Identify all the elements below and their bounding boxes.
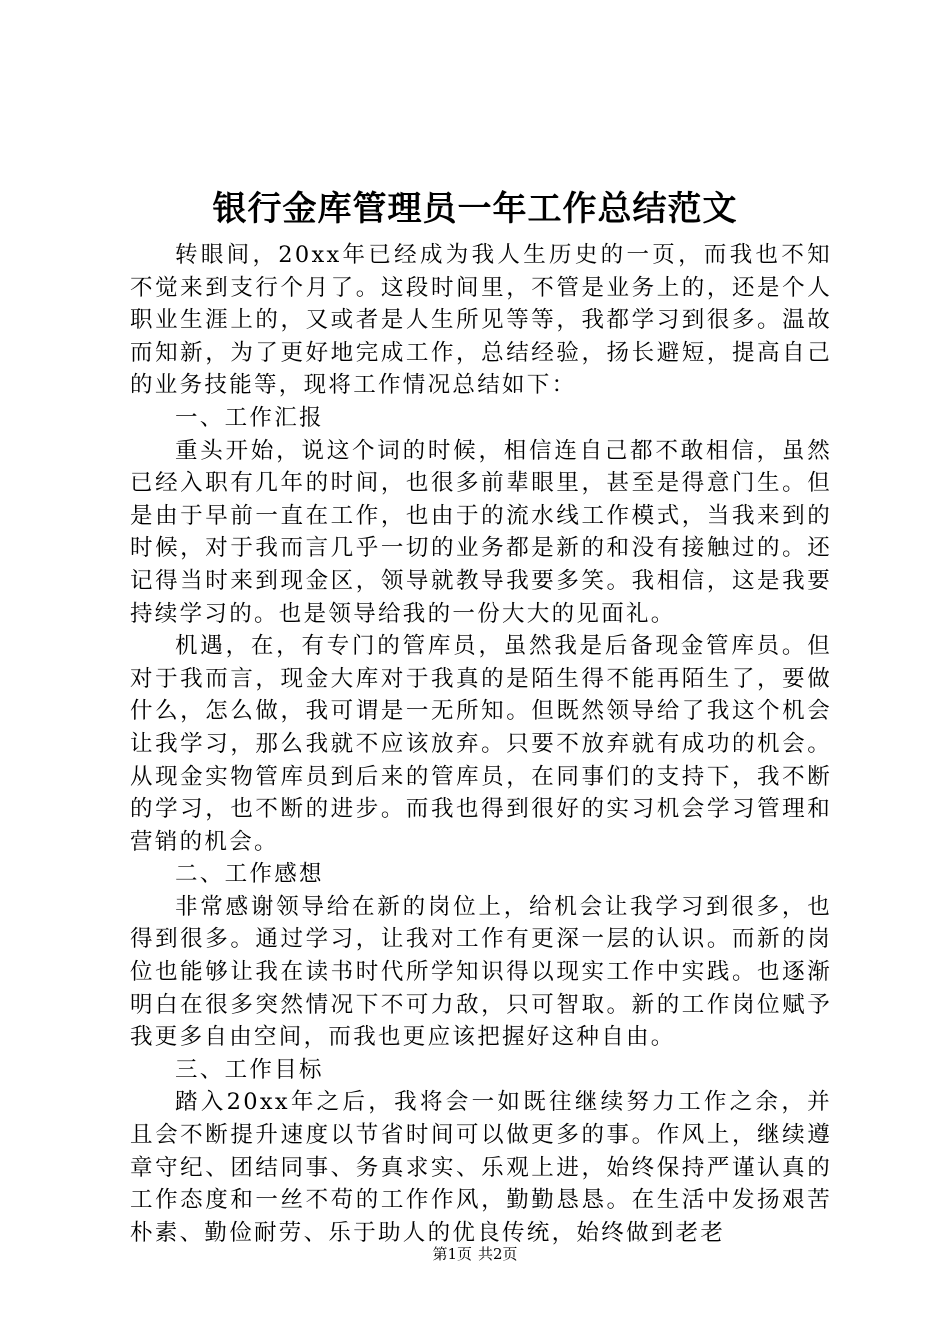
page-footer bbox=[0, 1244, 950, 1264]
paragraph: 踏入20xx年之后，我将会一如既往继续努力工作之余，并且会不断提升速度以节省时间可以做更多的事。作风上，继续遵章守纪、团结同事、务真求实、乐观上进，始终保持严谨认真的工作态度和一丝不苟的工作作风，勤勤恳恳。在生活中发扬艰苦朴素、勤俭耐劳、乐于助人的优良传统，始终做到老老 bbox=[130, 1089, 832, 1246]
paragraph: 重头开始，说这个词的时候，相信连自己都不敢相信，虽然已经入职有几年的时间，也很多前辈眼里，甚至是得意门生。但是由于早前一直在工作，也由于的流水线工作模式，当我来到的时候，对于我而言几乎一切的业务都是新的和没有接触过的。还记得当时来到现金区，领导就教导我要多笑。我相信，这是我要持续学习的。也是领导给我的一份大大的见面礼。 bbox=[130, 437, 832, 627]
section-heading: 一、工作汇报 bbox=[175, 404, 324, 431]
paragraph: 非常感谢领导给在新的岗位上，给机会让我学习到很多，也得到很多。通过学习，让我对工作有更深一层的认识。而新的岗位也能够让我在读书时代所学知识得以现实工作中实践。也逐渐明白在很多突然情况下不可力敌，只可智取。新的工作岗位赋予我更多自由空间，而我也更应该把握好这种自由。 bbox=[130, 893, 832, 1051]
document-title: 银行金库管理员一年工作总结范文 bbox=[212, 189, 738, 229]
paragraph: 机遇，在，有专门的管库员，虽然我是后备现金管库员。但对于我而言，现金大库对于我真的是陌生得不能再陌生了，要做什么，怎么做，我可谓是一无所知。但既然领导给了我这个机会让我学习，那么我就不应该放弃。只要不放弃就有成功的机会。从现金实物管库员到后来的管库员，在同事们的支持下，我不断的学习，也不断的进步。而我也得到很好的实习机会学习管理和营销的机会。 bbox=[130, 633, 832, 855]
document-body bbox=[130, 239, 832, 1249]
paragraph: 转眼间，20xx年已经成为我人生历史的一页，而我也不知不觉来到支行个月了。这段时间里，不管是业务上的，还是个人职业生涯上的，又或者是人生所见等等，我都学习到很多。温故而知新，为了更好地完成工作，总结经验，扬长避短，提高自己的业务技能等，现将工作情况总结如下： bbox=[130, 242, 832, 399]
section-heading: 三、工作目标 bbox=[175, 1056, 324, 1083]
page-number: 第1页 bbox=[432, 1245, 472, 1263]
section-heading: 二、工作感想 bbox=[175, 861, 324, 888]
page-total: 共2页 bbox=[478, 1245, 518, 1263]
